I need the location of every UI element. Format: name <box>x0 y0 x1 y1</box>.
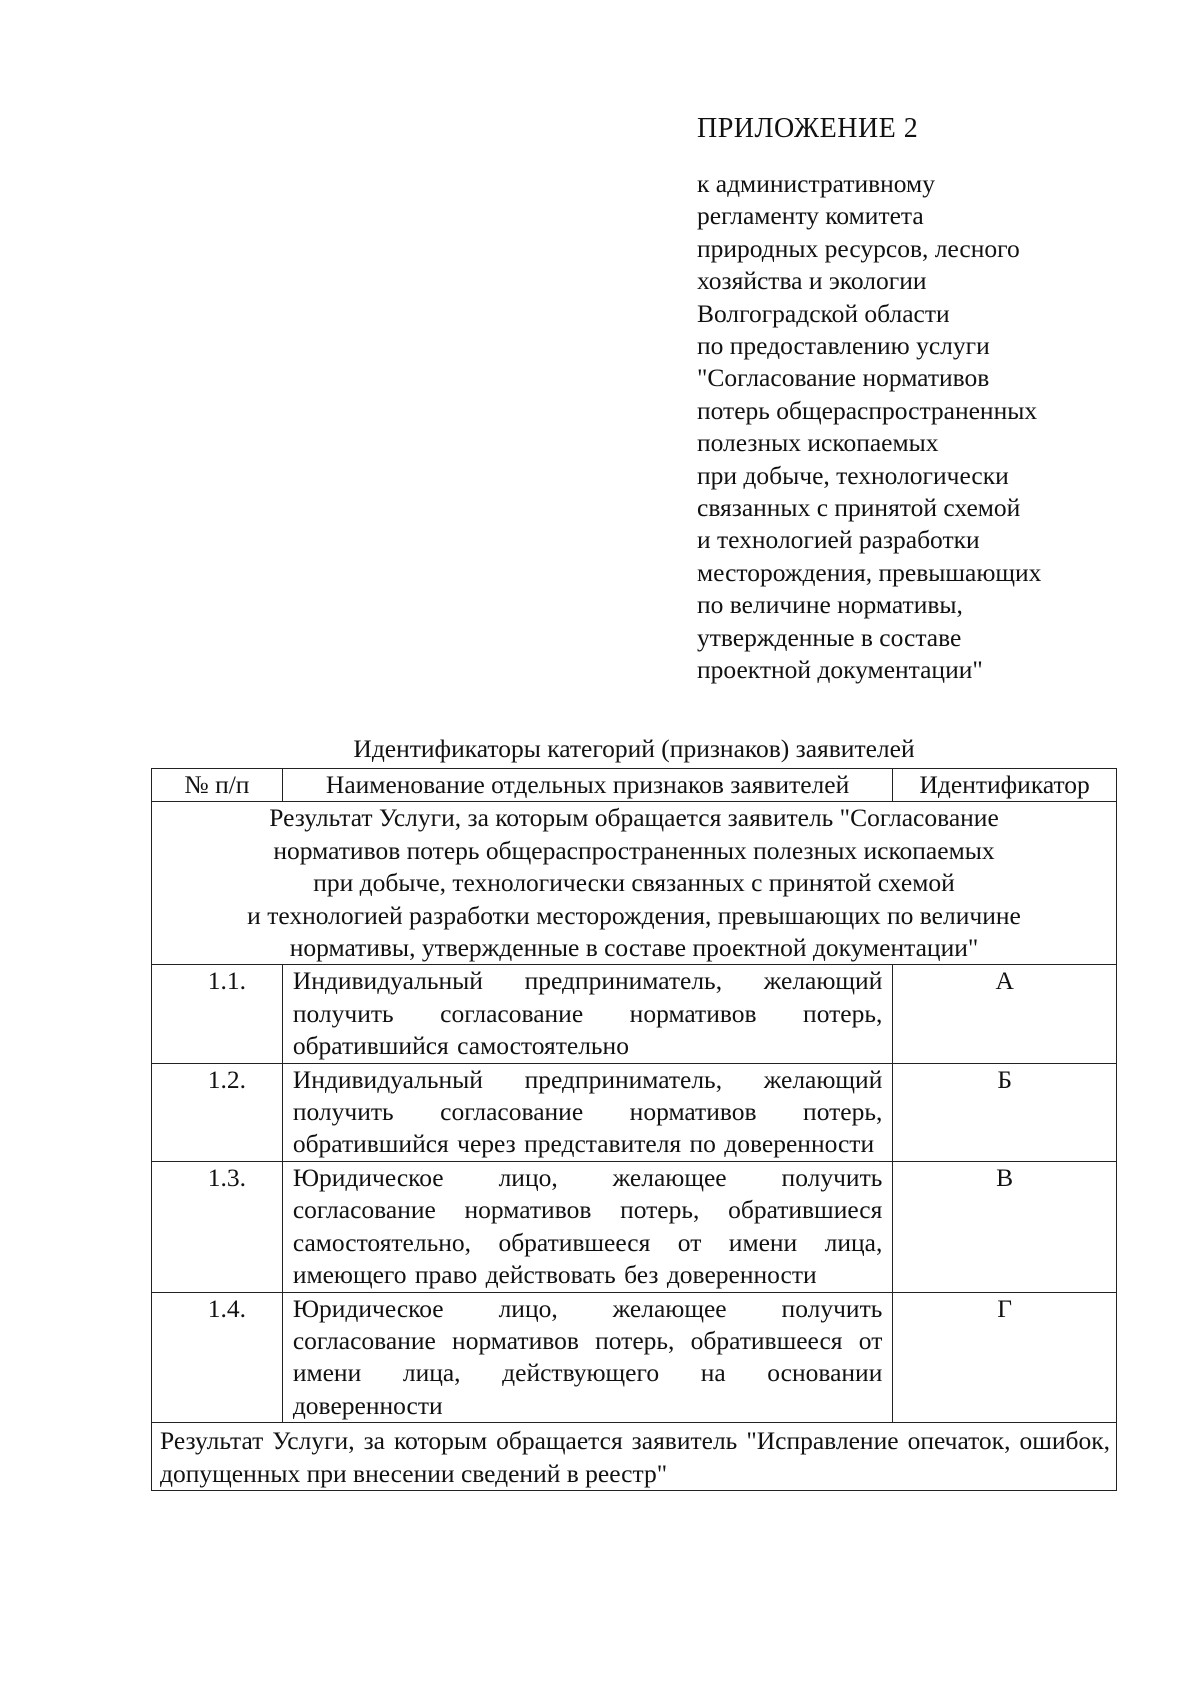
row-number: 1.1. <box>152 965 283 1063</box>
row-identifier: Г <box>893 1292 1117 1423</box>
appendix-line: полезных ископаемых <box>697 428 939 458</box>
appendix-line: при добыче, технологически <box>697 460 1009 490</box>
appendix-line: по величине нормативы, <box>697 590 963 620</box>
section-title-corrections: Результат Услуги, за которым обращается заявитель "Исправление опечаток, ошибок, допущенных при внесении сведений в реестр" <box>152 1423 1117 1491</box>
table-row <box>152 1161 1117 1292</box>
header-name: Наименование отдельных признаков заявителей <box>282 769 893 802</box>
appendix-line: проектной документации" <box>697 655 983 685</box>
row-number: 1.3. <box>152 1161 283 1292</box>
appendix-line: регламенту комитета <box>697 201 924 231</box>
header-identifier: Идентификатор <box>893 769 1117 802</box>
section-line: при добыче, технологически связанных с принятой схемой <box>313 868 955 898</box>
appendix-line: природных ресурсов, лесного <box>697 233 1020 263</box>
section-line: Результат Услуги, за которым обращается заявитель "Согласование <box>269 803 999 833</box>
row-identifier: В <box>893 1161 1117 1292</box>
row-description: Юридическое лицо, желающее получить согласование нормативов потерь, обратившееся от имени лица, действующего на основании доверенности <box>282 1292 893 1423</box>
appendix-line: утвержденные в составе <box>697 622 962 652</box>
row-identifier: А <box>893 965 1117 1063</box>
applicant-categories-table <box>151 768 1117 1491</box>
appendix-header <box>697 112 1117 687</box>
appendix-line: к административному <box>697 169 935 198</box>
row-description: Юридическое лицо, желающее получить согласование нормативов потерь, обратившиеся самостоятельно, обратившееся от имени лица, имеющего право действовать без доверенности <box>282 1161 893 1292</box>
appendix-line: Волгоградской области <box>697 298 950 328</box>
appendix-line: хозяйства и экологии <box>697 266 927 296</box>
row-number: 1.2. <box>152 1063 283 1161</box>
table-caption: Идентификаторы категорий (признаков) заявителей <box>353 734 915 763</box>
section-row-corrections <box>152 1423 1117 1491</box>
appendix-description <box>697 168 1117 687</box>
appendix-line: связанных с принятой схемой <box>697 493 1021 523</box>
section-line: нормативы, утвержденные в составе проектной документации" <box>289 933 979 963</box>
appendix-line: месторождения, превышающих <box>697 557 1042 587</box>
appendix-line: потерь общераспространенных <box>697 395 1038 425</box>
appendix-line: "Согласование нормативов <box>697 363 990 393</box>
section-title-approval <box>152 802 1117 965</box>
row-description: Индивидуальный предприниматель, желающий получить согласование нормативов потерь, обратившийся самостоятельно <box>282 965 893 1063</box>
section-line: нормативов потерь общераспространенных полезных ископаемых <box>273 835 995 865</box>
row-number: 1.4. <box>152 1292 283 1423</box>
row-description: Индивидуальный предприниматель, желающий получить согласование нормативов потерь, обратившийся через представителя по доверенности <box>282 1063 893 1161</box>
table-row <box>152 965 1117 1063</box>
table-header-row <box>152 769 1117 802</box>
appendix-line: по предоставлению услуги <box>697 331 990 361</box>
table-row <box>152 1063 1117 1161</box>
row-identifier: Б <box>893 1063 1117 1161</box>
header-number: № п/п <box>152 769 283 802</box>
section-line: и технологией разработки месторождения, превышающих по величине <box>247 900 1021 930</box>
appendix-title: ПРИЛОЖЕНИЕ 2 <box>697 113 919 144</box>
table-row <box>152 1292 1117 1423</box>
section-row-approval <box>152 802 1117 965</box>
appendix-line: и технологией разработки <box>697 525 980 555</box>
